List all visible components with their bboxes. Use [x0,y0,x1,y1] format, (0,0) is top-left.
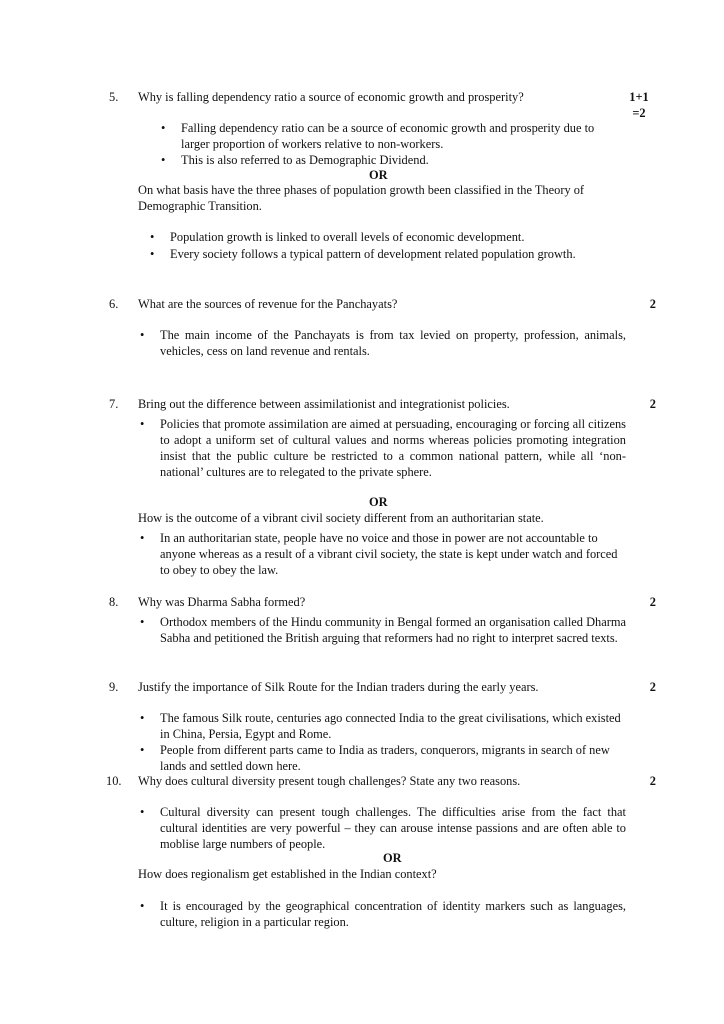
bullet-icon: • [150,247,155,261]
bullet-icon: • [140,417,145,431]
q5-bullet-1-text: Falling dependency ratio can be a source of economic growth and prosperity due to larger proportion of workers relative to non-workers. [181,121,595,151]
q10-bullet-1 [140,804,626,852]
question-9-text: Justify the importance of Silk Route for the Indian traders during the early years. [138,680,539,694]
q5-alt-bullet-2-text: Every society follows a typical pattern of development related population growth. [170,247,576,261]
bullet-icon: • [140,328,145,342]
q9-bullet-2-text: People from different parts came to India as traders, conquerors, migrants in search of new lands and settled down here. [160,743,610,773]
q5-bullet-2-text: This is also referred to as Demographic Dividend. [181,153,429,167]
q10-or: OR [383,851,402,865]
question-6-text: What are the sources of revenue for the Panchayats? [138,297,398,311]
question-7-number: 7. [109,397,119,411]
q7-alt-bullet-1 [140,530,626,578]
q5-alt-bullet-2 [150,246,630,262]
q7-bullet-1-text: Policies that promote assimilation are aimed at persuading, encouraging or forcing all citizens to adopt a uniform set of cultural values and norms whereas policies promoting integration insist that the public culture be restricted to a common national pattern, while all ‘non-national’ cultures are to relegated to the private sphere. [160,417,626,479]
question-5-marks [624,89,654,121]
question-10-marks: 2 [649,774,656,788]
q9-bullet-2 [140,742,626,774]
bullet-icon: • [140,805,145,819]
q6-bullet-1-text: The main income of the Panchayats is from tax levied on property, profession, animals, vehicles, cess on land revenue and rentals. [160,328,626,358]
q5-bullet-2 [161,152,621,168]
q10-alt-bullet-1-text: It is encouraged by the geographical concentration of identity markers such as languages, culture, religion in a particular region. [160,899,626,929]
q8-bullet-1 [140,614,626,646]
q5-bullet-1 [161,120,621,152]
q7-or: OR [369,495,388,509]
bullet-icon: • [161,153,166,167]
bullet-icon: • [140,711,145,725]
q10-alt-bullet-1 [140,898,626,930]
q6-bullet-1 [140,327,626,359]
question-7-text: Bring out the difference between assimilationist and integrationist policies. [138,397,510,411]
question-6-number: 6. [109,297,119,311]
question-10-text: Why does cultural diversity present tough challenges? State any two reasons. [138,774,521,788]
q5-alt-bullet-1 [150,229,630,245]
bullet-icon: • [140,531,145,545]
q5-alt-question: On what basis have the three phases of population growth been classified in the Theory of Demographic Transition. [138,183,585,213]
q10-alt-question: How does regionalism get established in the Indian context? [138,867,437,881]
q10-bullet-1-text: Cultural diversity can present tough challenges. The difficulties arise from the fact that cultural identities are very powerful – they can arouse intense passions and are often able to moblise large numbers of people. [160,805,626,851]
bullet-icon: • [140,899,145,913]
question-8-marks: 2 [649,595,656,609]
q7-alt-question: How is the outcome of a vibrant civil society different from an authoritarian state. [138,511,544,525]
bullet-icon: • [140,615,145,629]
q9-bullet-1-text: The famous Silk route, centuries ago connected India to the great civilisations, which existed in China, Persia, Egypt and Rome. [160,711,621,741]
question-5-marks-line1: 1+1 [629,90,649,104]
bullet-icon: • [150,230,155,244]
question-8-text: Why was Dharma Sabha formed? [138,595,306,609]
q9-bullet-1 [140,710,626,742]
q8-bullet-1-text: Orthodox members of the Hindu community in Bengal formed an organisation called Dharma Sabha and petitioned the British arguing that reformers had no right to interpret sacred texts. [160,615,626,645]
question-9-number: 9. [109,680,119,694]
question-5-number: 5. [109,90,119,104]
question-8-number: 8. [109,595,119,609]
question-9-marks: 2 [649,680,656,694]
q5-alt-bullet-1-text: Population growth is linked to overall levels of economic development. [170,230,525,244]
question-7-marks: 2 [649,397,656,411]
q7-bullet-1 [140,416,626,480]
bullet-icon: • [161,121,166,135]
question-5-text: Why is falling dependency ratio a source of economic growth and prosperity? [138,90,524,104]
question-10-number: 10. [106,774,122,788]
question-5-marks-line2: =2 [632,106,646,120]
q7-alt-bullet-1-text: In an authoritarian state, people have no voice and those in power are not accountable to anyone whereas as a result of a vibrant civil society, the state is kept under watch and forced to obey to obey the law. [160,531,618,577]
question-6-marks: 2 [649,297,656,311]
bullet-icon: • [140,743,145,757]
q5-or: OR [369,168,388,182]
